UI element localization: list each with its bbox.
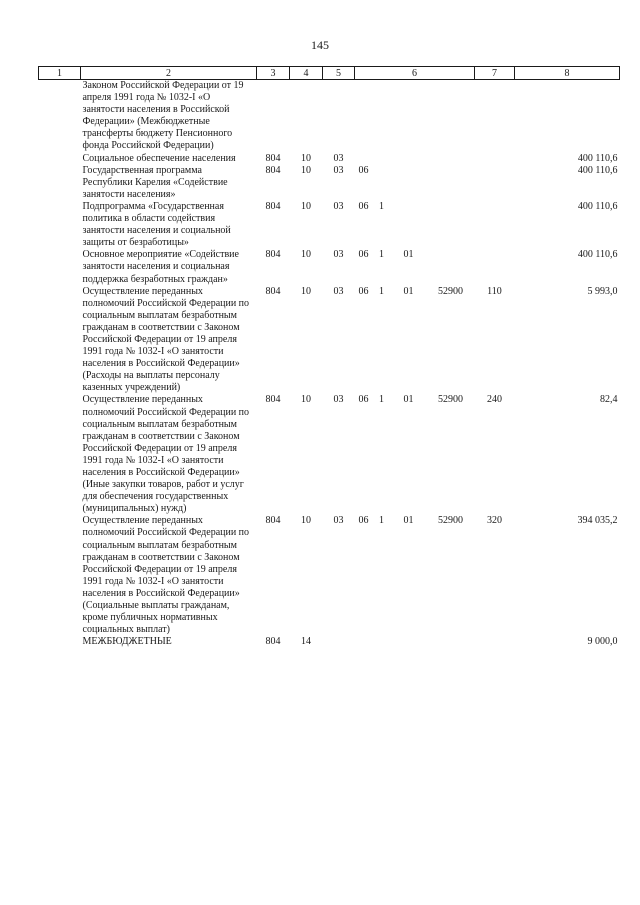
row-num-cell <box>39 286 81 395</box>
page-number: 145 <box>311 38 329 52</box>
row-num-cell <box>39 165 81 201</box>
row-code-6a: 06 <box>358 164 369 176</box>
row-code-6d <box>427 249 475 285</box>
row-code-6c: 01 <box>403 515 414 527</box>
row-code-5: 03 <box>333 152 344 164</box>
row-code-3: 804 <box>265 394 281 406</box>
header-col-7: 7 <box>475 67 515 80</box>
row-code-6a: 06 <box>358 249 369 261</box>
row-code-6c: 01 <box>403 285 414 297</box>
row-code-3: 804 <box>265 164 281 176</box>
row-code-6c: 01 <box>403 249 414 261</box>
row-code-6b <box>373 153 391 165</box>
row-code-7 <box>475 165 515 201</box>
row-code-6b: 1 <box>379 515 384 527</box>
row-code-6c <box>391 165 427 201</box>
row-num-cell <box>39 201 81 249</box>
header-col-8: 8 <box>515 67 620 80</box>
row-code-3: 804 <box>265 285 281 297</box>
row-code-6b <box>373 636 391 648</box>
header-col-3: 3 <box>257 67 290 80</box>
row-code-6a: 06 <box>358 285 369 297</box>
row-amount <box>515 80 620 153</box>
table-row <box>39 636 620 648</box>
row-code-6a <box>355 636 373 648</box>
row-name: Осуществление переданных полномочий Российской Федерации по социальным выплатам безработным гражданам в соответствии с Законом Российской Федерации от 19 апреля 1991 года № 1032-I «О занятости населения в Российской Федерации» (Социальные выплаты гражданам, кроме публичных нормативных социальных выплат) <box>82 515 250 636</box>
row-code-4 <box>290 80 323 153</box>
row-code-5: 03 <box>333 285 344 297</box>
row-code-6b: 1 <box>379 249 384 261</box>
row-code-7 <box>475 80 515 153</box>
row-code-4: 14 <box>301 636 311 648</box>
row-amount: 5 993,0 <box>587 285 618 297</box>
row-code-6b: 1 <box>379 285 384 297</box>
row-code-6a <box>355 153 373 165</box>
row-name: Государственная программа Республики Карелия «Содействие занятости населения» <box>82 164 228 200</box>
row-num-cell <box>39 80 81 153</box>
row-code-7 <box>475 249 515 285</box>
row-code-6d: 52900 <box>438 285 463 297</box>
row-code-6b: 1 <box>379 200 384 212</box>
row-code-4: 10 <box>301 249 311 261</box>
row-num-cell <box>39 394 81 515</box>
row-code-6d: 52900 <box>438 394 463 406</box>
row-code-6c <box>391 153 427 165</box>
row-code-6b <box>373 165 391 201</box>
row-code-5: 03 <box>333 394 344 406</box>
row-code-4: 10 <box>301 394 311 406</box>
table-row <box>39 394 620 515</box>
row-code-3: 804 <box>265 515 281 527</box>
row-code-4: 10 <box>301 152 311 164</box>
table-row <box>39 249 620 285</box>
row-num-cell <box>39 636 81 648</box>
row-code-6b: 1 <box>379 394 384 406</box>
row-code-7: 110 <box>487 285 502 297</box>
row-code-6d <box>427 636 475 648</box>
row-code-6c <box>391 636 427 648</box>
row-code-6a: 06 <box>358 515 369 527</box>
row-code-7 <box>475 153 515 165</box>
row-code-5: 03 <box>333 249 344 261</box>
row-amount: 400 110,6 <box>577 249 618 261</box>
header-col-6: 6 <box>355 67 475 80</box>
row-code-6c <box>391 80 427 153</box>
row-code-3: 804 <box>265 636 281 648</box>
row-code-3 <box>257 80 290 153</box>
row-name: Подпрограмма «Государственная политика в области содействия занятости населения и социальной защиты от безработицы» <box>82 200 231 249</box>
row-code-6d <box>427 165 475 201</box>
table-row <box>39 80 620 153</box>
row-name: Осуществление переданных полномочий Российской Федерации по социальным выплатам безработным гражданам в соответствии с Законом Российской Федерации от 19 апреля 1991 года № 1032-I «О занятости населения в Российской Федерации» (Расходы на выплаты персоналу казенных учреждений) <box>82 285 250 394</box>
row-code-6d: 52900 <box>438 515 463 527</box>
header-row <box>39 67 620 80</box>
header-col-1: 1 <box>39 67 81 80</box>
budget-table <box>38 66 620 648</box>
row-amount: 400 110,6 <box>577 152 618 164</box>
row-code-6d <box>427 80 475 153</box>
row-code-5: 03 <box>333 164 344 176</box>
row-code-5 <box>323 636 355 648</box>
row-code-4: 10 <box>301 285 311 297</box>
row-code-6c: 01 <box>403 394 414 406</box>
row-code-6a: 06 <box>358 200 369 212</box>
row-name: Основное мероприятие «Содействие занятости населения и социальная поддержка безработных граждан» <box>82 249 239 285</box>
row-code-4: 10 <box>301 164 311 176</box>
row-name: Законом Российской Федерации от 19 апреля 1991 года № 1032-I «О занятости населения в Российской Федерации» (Межбюджетные трансферты бюджету Пенсионного фонда Российской Федерации) <box>82 80 244 152</box>
table-row <box>39 515 620 636</box>
row-code-3: 804 <box>265 152 281 164</box>
row-code-6d <box>427 153 475 165</box>
row-code-3: 804 <box>265 200 281 212</box>
row-code-4: 10 <box>301 200 311 212</box>
row-code-6c <box>391 201 427 249</box>
row-amount: 82,4 <box>600 394 618 406</box>
row-code-5 <box>323 80 355 153</box>
row-code-3: 804 <box>265 249 281 261</box>
table-row <box>39 201 620 249</box>
row-code-7 <box>475 636 515 648</box>
row-num-cell <box>39 249 81 285</box>
row-code-5: 03 <box>333 515 344 527</box>
row-code-6b <box>373 80 391 153</box>
row-code-7: 320 <box>487 515 502 527</box>
row-amount: 400 110,6 <box>577 200 618 212</box>
table-row <box>39 153 620 165</box>
row-name: Социальное обеспечение населения <box>82 152 236 164</box>
header-col-2: 2 <box>81 67 257 80</box>
row-amount: 400 110,6 <box>577 164 618 176</box>
row-name: МЕЖБЮДЖЕТНЫЕ <box>82 636 172 648</box>
table-row <box>39 165 620 201</box>
table-row <box>39 286 620 395</box>
row-code-6d <box>427 201 475 249</box>
row-amount: 394 035,2 <box>577 515 618 527</box>
row-code-7: 240 <box>487 394 502 406</box>
row-code-7 <box>475 201 515 249</box>
header-col-4: 4 <box>290 67 323 80</box>
row-code-6a <box>355 80 373 153</box>
row-num-cell <box>39 515 81 636</box>
row-code-4: 10 <box>301 515 311 527</box>
row-name: Осуществление переданных полномочий Российской Федерации по социальным выплатам безработным гражданам в соответствии с Законом Российской Федерации от 19 апреля 1991 года № 1032-I «О занятости населения в Российской Федерации» (Иные закупки товаров, работ и услуг для обеспечения государственных (муниципальных) нужд) <box>82 394 250 515</box>
row-num-cell <box>39 153 81 165</box>
row-code-6a: 06 <box>358 394 369 406</box>
row-code-5: 03 <box>333 200 344 212</box>
table-body <box>39 80 620 649</box>
header-col-5: 5 <box>323 67 355 80</box>
row-amount: 9 000,0 <box>587 636 618 648</box>
